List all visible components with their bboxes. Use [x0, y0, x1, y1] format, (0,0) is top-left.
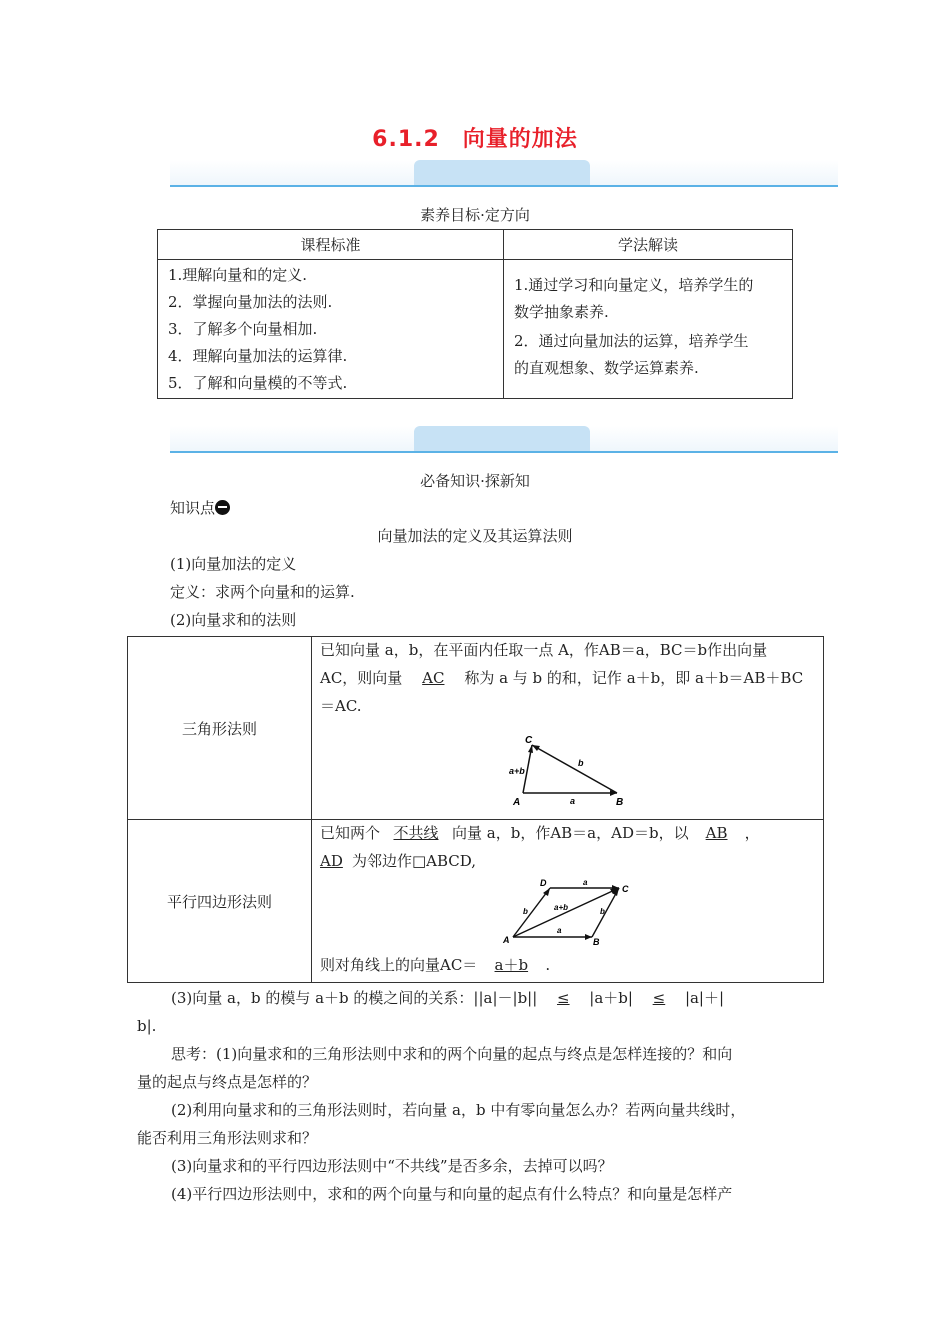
label-D: D — [540, 878, 547, 888]
standard-item: 2．掌握向量加法的法则. — [168, 293, 333, 311]
para-line3-pre: 则对角线上的向量AC＝ — [320, 956, 478, 974]
topic-title: 向量加法的定义及其运算法则 — [377, 527, 573, 545]
thinking-line: (4)平行四边形法则中，求和的两个向量与和向量的起点有什么特点？和向量是怎样产 — [171, 1185, 733, 1203]
relation-pre: (3)向量 a，b 的模与 a＋b 的模之间的关系：||a|－|b|| — [171, 989, 538, 1007]
triangle-rule-figure — [492, 729, 632, 809]
parallelogram-rule-figure — [492, 876, 632, 948]
label-b-right: b — [600, 907, 605, 916]
parallelogram-rule-name: 平行四边形法则 — [128, 820, 312, 983]
number-one-badge-icon — [215, 500, 230, 515]
triangle-text-line3: ＝AC. — [320, 697, 362, 715]
label-a-plus-b: a+b — [509, 766, 525, 776]
standard-item: 3．了解多个向量相加. — [168, 320, 318, 338]
triangle-line2-pre: AC，则向量 — [320, 669, 403, 687]
paragraph-definition: 定义：求两个向量和的运算. — [170, 583, 355, 601]
label-B: B — [616, 797, 624, 808]
fill-blank-answer: AD — [320, 852, 343, 870]
triangle-line2-post: 称为 a 与 b 的和，记作 a＋b，即 a＋b＝AB＋BC — [464, 669, 804, 687]
thinking-line: (3)向量求和的平行四边形法则中“不共线”是否多余，去掉可以吗？ — [171, 1157, 613, 1175]
vector-bc-line — [592, 888, 619, 937]
relation-mid: |a＋b| — [589, 989, 633, 1007]
parallelogram-text-line3 — [320, 954, 550, 975]
parallelogram-rule-cell — [312, 820, 824, 983]
fill-blank-answer: a＋b — [494, 956, 529, 974]
label-a-top: a — [583, 878, 588, 887]
triangle-rule-name: 三角形法则 — [128, 637, 312, 820]
study-line: 数学抽象素养. — [514, 303, 609, 321]
paragraph-definition-heading: (1)向量加法的定义 — [170, 555, 297, 573]
study-cell — [504, 260, 793, 399]
triangle-text-line1: 已知向量 a，b，在平面内任取一点 A，作AB＝a，BC＝b作出向量 — [320, 641, 768, 659]
parallelogram-text-line2 — [320, 850, 476, 871]
knowledge-point-label — [170, 497, 230, 518]
label-b-left: b — [523, 907, 528, 916]
label-a: a — [570, 796, 576, 806]
vector-b-line — [532, 745, 617, 793]
relation-line2: b|. — [137, 1017, 157, 1035]
para-line3-post: . — [545, 956, 551, 974]
para-line1-mid: 向量 a，b，作AB＝a，AD＝b，以 — [452, 824, 689, 842]
thinking-line: 能否利用三角形法则求和？ — [137, 1129, 318, 1147]
arrowhead-icon — [532, 745, 540, 751]
section-heading-knowledge: 必备知识·探新知 — [420, 472, 530, 490]
goals-table — [157, 229, 793, 399]
label-C: C — [622, 884, 629, 894]
label-A: A — [503, 935, 510, 945]
parallelogram-text-line1: 已知两个 不共线 向量 a，b，作AB＝a，AD＝b，以 AB ， — [320, 824, 760, 842]
rules-table — [127, 636, 824, 983]
standards-cell — [158, 260, 504, 399]
study-line: 1.通过学习和向量定义，培养学生的 — [514, 276, 754, 294]
col-header-study: 学法解读 — [504, 230, 793, 260]
label-a-plus-b: a+b — [554, 903, 569, 912]
thinking-line: 量的起点与终点是怎样的？ — [137, 1073, 318, 1091]
knowledge-point-text: 知识点 — [170, 499, 216, 517]
thinking-line: 思考：(1)向量求和的三角形法则中求和的两个向量的起点与终点是怎样连接的？和向 — [171, 1045, 733, 1063]
study-line: 2．通过向量加法的运算，培养学生 — [514, 332, 749, 350]
triangle-rule-cell — [312, 637, 824, 820]
relation-tail: |a|＋| — [684, 989, 725, 1007]
vector-ad-line — [513, 888, 550, 937]
standard-item: 1.理解向量和的定义. — [168, 266, 308, 284]
label-b: b — [578, 758, 584, 768]
fill-blank-answer: 不共线 — [393, 824, 439, 842]
label-B: B — [593, 937, 600, 947]
relation-line1 — [137, 984, 861, 1012]
para-line1-pre: 已知两个 — [320, 824, 381, 842]
standard-item: 4．理解向量加法的运算律. — [168, 347, 348, 365]
fill-blank-answer: AC — [422, 669, 445, 687]
thinking-line: (2)利用向量求和的三角形法则时，若向量 a，b 中有零向量怎么办？若两向量共线时， — [171, 1101, 746, 1119]
fill-blank-answer: ≤ — [556, 989, 570, 1007]
label-a-bottom: a — [557, 926, 562, 935]
arrowhead-icon — [585, 934, 592, 940]
page-title: 6.1.2 向量的加法 — [372, 127, 578, 152]
study-line: 的直观想象、数学运算素养. — [514, 359, 699, 377]
triangle-text-line2 — [320, 667, 803, 688]
standard-item: 5．了解和向量模的不等式. — [168, 374, 348, 392]
label-A: A — [513, 797, 521, 808]
col-header-standards: 课程标准 — [158, 230, 504, 260]
fill-blank-answer: ≤ — [652, 989, 666, 1007]
section-banner-2 — [170, 426, 838, 454]
fill-blank-answer: AB — [705, 824, 728, 842]
paragraph-rules-heading: (2)向量求和的法则 — [170, 611, 297, 629]
section-banner-1 — [170, 160, 838, 188]
section-heading-goals: 素养目标·定方向 — [420, 206, 530, 224]
label-C: C — [525, 735, 533, 746]
para-line2-post: 为邻边作□ABCD, — [352, 852, 477, 870]
